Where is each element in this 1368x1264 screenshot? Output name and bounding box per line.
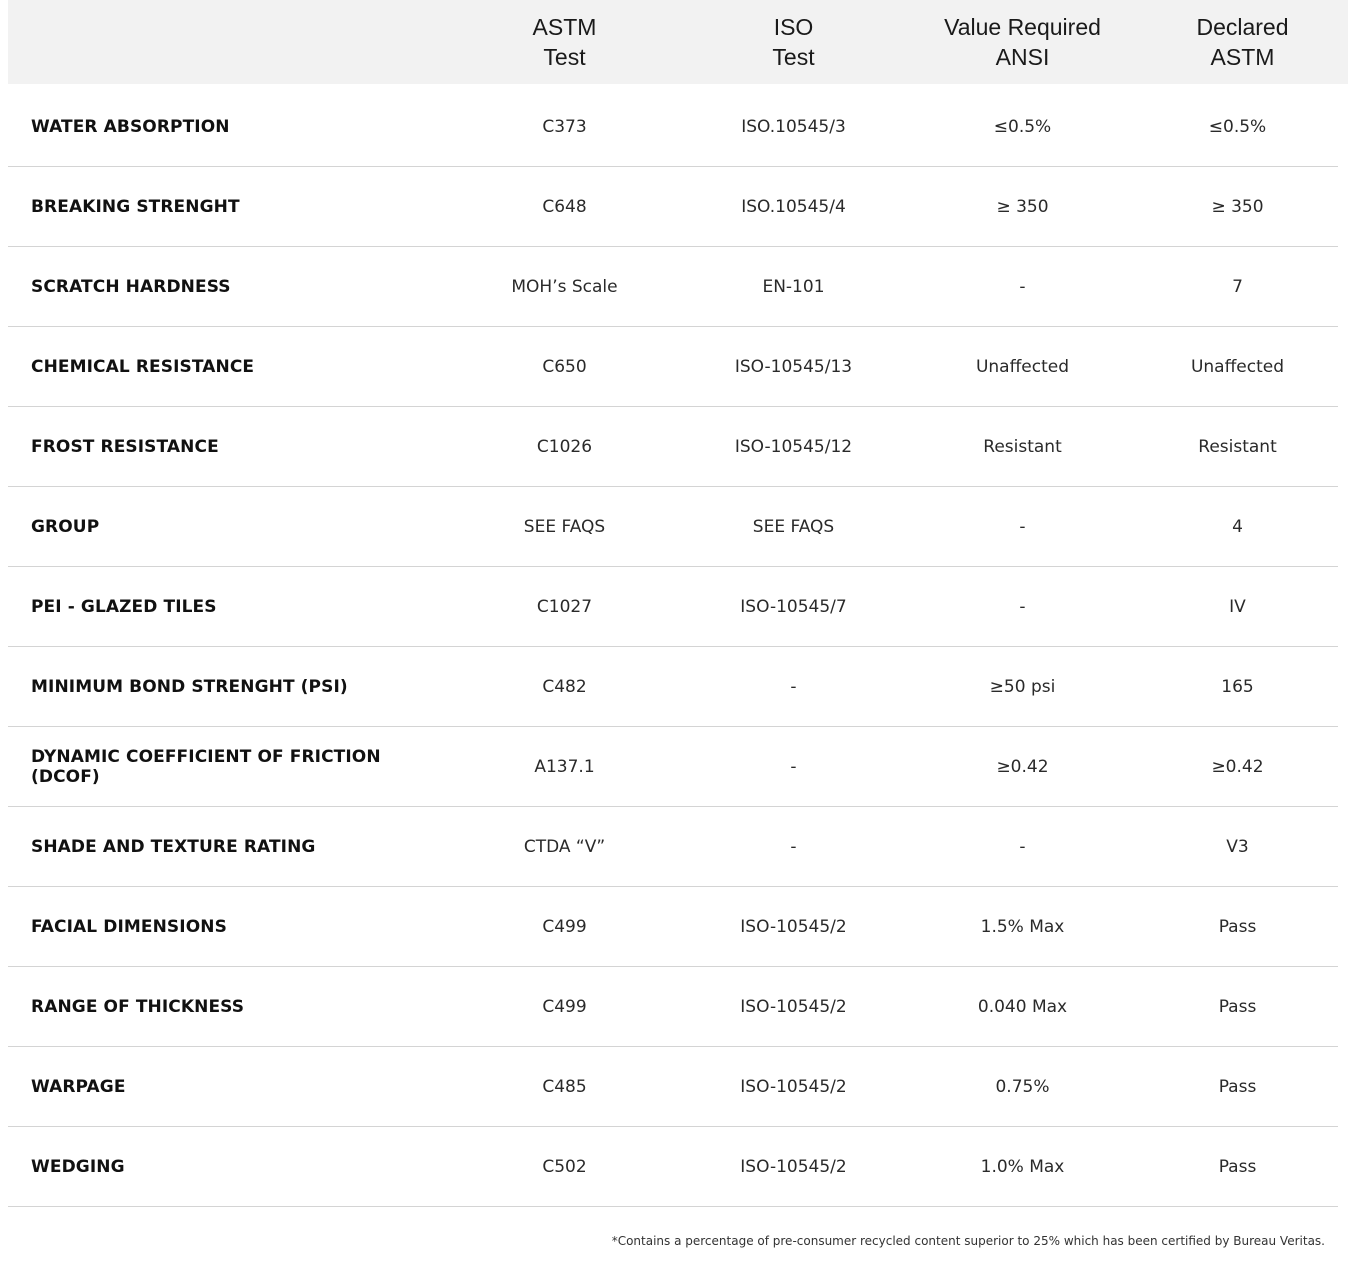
iso-test-value: SEE FAQS <box>752 516 835 537</box>
table-row <box>8 407 1338 487</box>
row-label: WATER ABSORPTION <box>31 116 230 137</box>
header-astm-test: ASTM Test <box>532 14 597 70</box>
astm-test-value: C485 <box>542 1076 587 1097</box>
ansi-required-value: 0.75% <box>995 1076 1050 1097</box>
iso-test-value: ISO-10545/2 <box>740 916 847 937</box>
astm-test-value: C1026 <box>536 436 593 457</box>
astm-test-value: C648 <box>542 196 587 217</box>
astm-test-value: A137.1 <box>534 756 595 777</box>
header-declared-astm: Declared ASTM <box>1196 14 1289 70</box>
table-header <box>8 0 1348 84</box>
row-label: CHEMICAL RESISTANCE <box>31 356 255 377</box>
declared-astm-value: Unaffected <box>1190 356 1285 377</box>
astm-test-value: C502 <box>542 1156 587 1177</box>
astm-test-value: C482 <box>542 676 587 697</box>
iso-test-value: ISO-10545/2 <box>740 996 847 1017</box>
astm-test-value: C499 <box>542 916 587 937</box>
ansi-required-value: - <box>1019 836 1026 857</box>
ansi-required-value: - <box>1019 276 1026 297</box>
ansi-required-value: - <box>1019 516 1026 537</box>
header-value-required-ansi: Value Required ANSI <box>944 14 1101 70</box>
ansi-required-value: - <box>1019 596 1026 617</box>
row-label: SHADE AND TEXTURE RATING <box>31 836 316 857</box>
row-label: RANGE OF THICKNESS <box>31 996 245 1017</box>
table-row <box>8 1127 1338 1207</box>
table-body <box>8 87 1348 1207</box>
table-row <box>8 167 1338 247</box>
table-row <box>8 87 1338 167</box>
footnote: *Contains a percentage of pre-consumer recycled content superior to 25% which has been certified by Bureau Veritas. <box>611 1234 1325 1248</box>
declared-astm-value: Pass <box>1218 916 1257 937</box>
iso-test-value: - <box>790 756 797 777</box>
table-row <box>8 567 1338 647</box>
row-label: MINIMUM BOND STRENGHT (PSI) <box>31 676 348 697</box>
ansi-required-value: Resistant <box>983 436 1062 457</box>
ansi-required-value: ≥0.42 <box>996 756 1049 777</box>
iso-test-value: ISO-10545/2 <box>740 1076 847 1097</box>
iso-test-value: - <box>790 836 797 857</box>
astm-test-value: SEE FAQS <box>523 516 606 537</box>
iso-test-value: - <box>790 676 797 697</box>
ansi-required-value: ≥50 psi <box>989 676 1056 697</box>
table-row <box>8 1047 1338 1127</box>
table-row <box>8 727 1338 807</box>
declared-astm-value: Pass <box>1218 996 1257 1017</box>
table-row <box>8 807 1338 887</box>
ansi-required-value: ≤0.5% <box>993 116 1052 137</box>
ansi-required-value: 1.5% Max <box>980 916 1065 937</box>
row-label: DYNAMIC COEFFICIENT OF FRICTION (DCOF) <box>31 746 381 787</box>
declared-astm-value: ≥0.42 <box>1211 756 1264 777</box>
iso-test-value: ISO.10545/3 <box>741 116 846 137</box>
iso-test-value: ISO-10545/12 <box>734 436 853 457</box>
table-row <box>8 887 1338 967</box>
declared-astm-value: Pass <box>1218 1156 1257 1177</box>
ansi-required-value: Unaffected <box>975 356 1070 377</box>
astm-test-value: C373 <box>542 116 587 137</box>
declared-astm-value: 4 <box>1232 516 1243 537</box>
row-label: GROUP <box>31 516 100 537</box>
table-row <box>8 647 1338 727</box>
table-row <box>8 247 1338 327</box>
declared-astm-value: ≥ 350 <box>1211 196 1264 217</box>
row-label: WARPAGE <box>31 1076 126 1097</box>
ansi-required-value: 1.0% Max <box>980 1156 1065 1177</box>
row-label: WEDGING <box>31 1156 125 1177</box>
row-label: FROST RESISTANCE <box>31 436 219 457</box>
declared-astm-value: ≤0.5% <box>1208 116 1267 137</box>
declared-astm-value: Resistant <box>1198 436 1277 457</box>
table-row <box>8 967 1338 1047</box>
declared-astm-value: IV <box>1229 596 1246 617</box>
table-row <box>8 487 1338 567</box>
declared-astm-value: Pass <box>1218 1076 1257 1097</box>
astm-test-value: C1027 <box>536 596 593 617</box>
row-label: BREAKING STRENGHT <box>31 196 240 217</box>
iso-test-value: EN-101 <box>762 276 825 297</box>
iso-test-value: ISO.10545/4 <box>741 196 846 217</box>
astm-test-value: C650 <box>542 356 587 377</box>
row-label: FACIAL DIMENSIONS <box>31 916 227 937</box>
row-label: SCRATCH HARDNESS <box>31 276 231 297</box>
declared-astm-value: 165 <box>1221 676 1254 697</box>
astm-test-value: MOH’s Scale <box>511 276 618 297</box>
specifications-table <box>8 0 1348 1207</box>
iso-test-value: ISO-10545/13 <box>734 356 853 377</box>
table-row <box>8 327 1338 407</box>
row-label: PEI - GLAZED TILES <box>31 596 217 617</box>
astm-test-value: CTDA “V” <box>523 836 606 857</box>
iso-test-value: ISO-10545/7 <box>740 596 847 617</box>
header-iso-test: ISO Test <box>772 14 815 70</box>
ansi-required-value: ≥ 350 <box>996 196 1049 217</box>
declared-astm-value: 7 <box>1232 276 1243 297</box>
declared-astm-value: V3 <box>1226 836 1249 857</box>
ansi-required-value: 0.040 Max <box>977 996 1068 1017</box>
iso-test-value: ISO-10545/2 <box>740 1156 847 1177</box>
astm-test-value: C499 <box>542 996 587 1017</box>
